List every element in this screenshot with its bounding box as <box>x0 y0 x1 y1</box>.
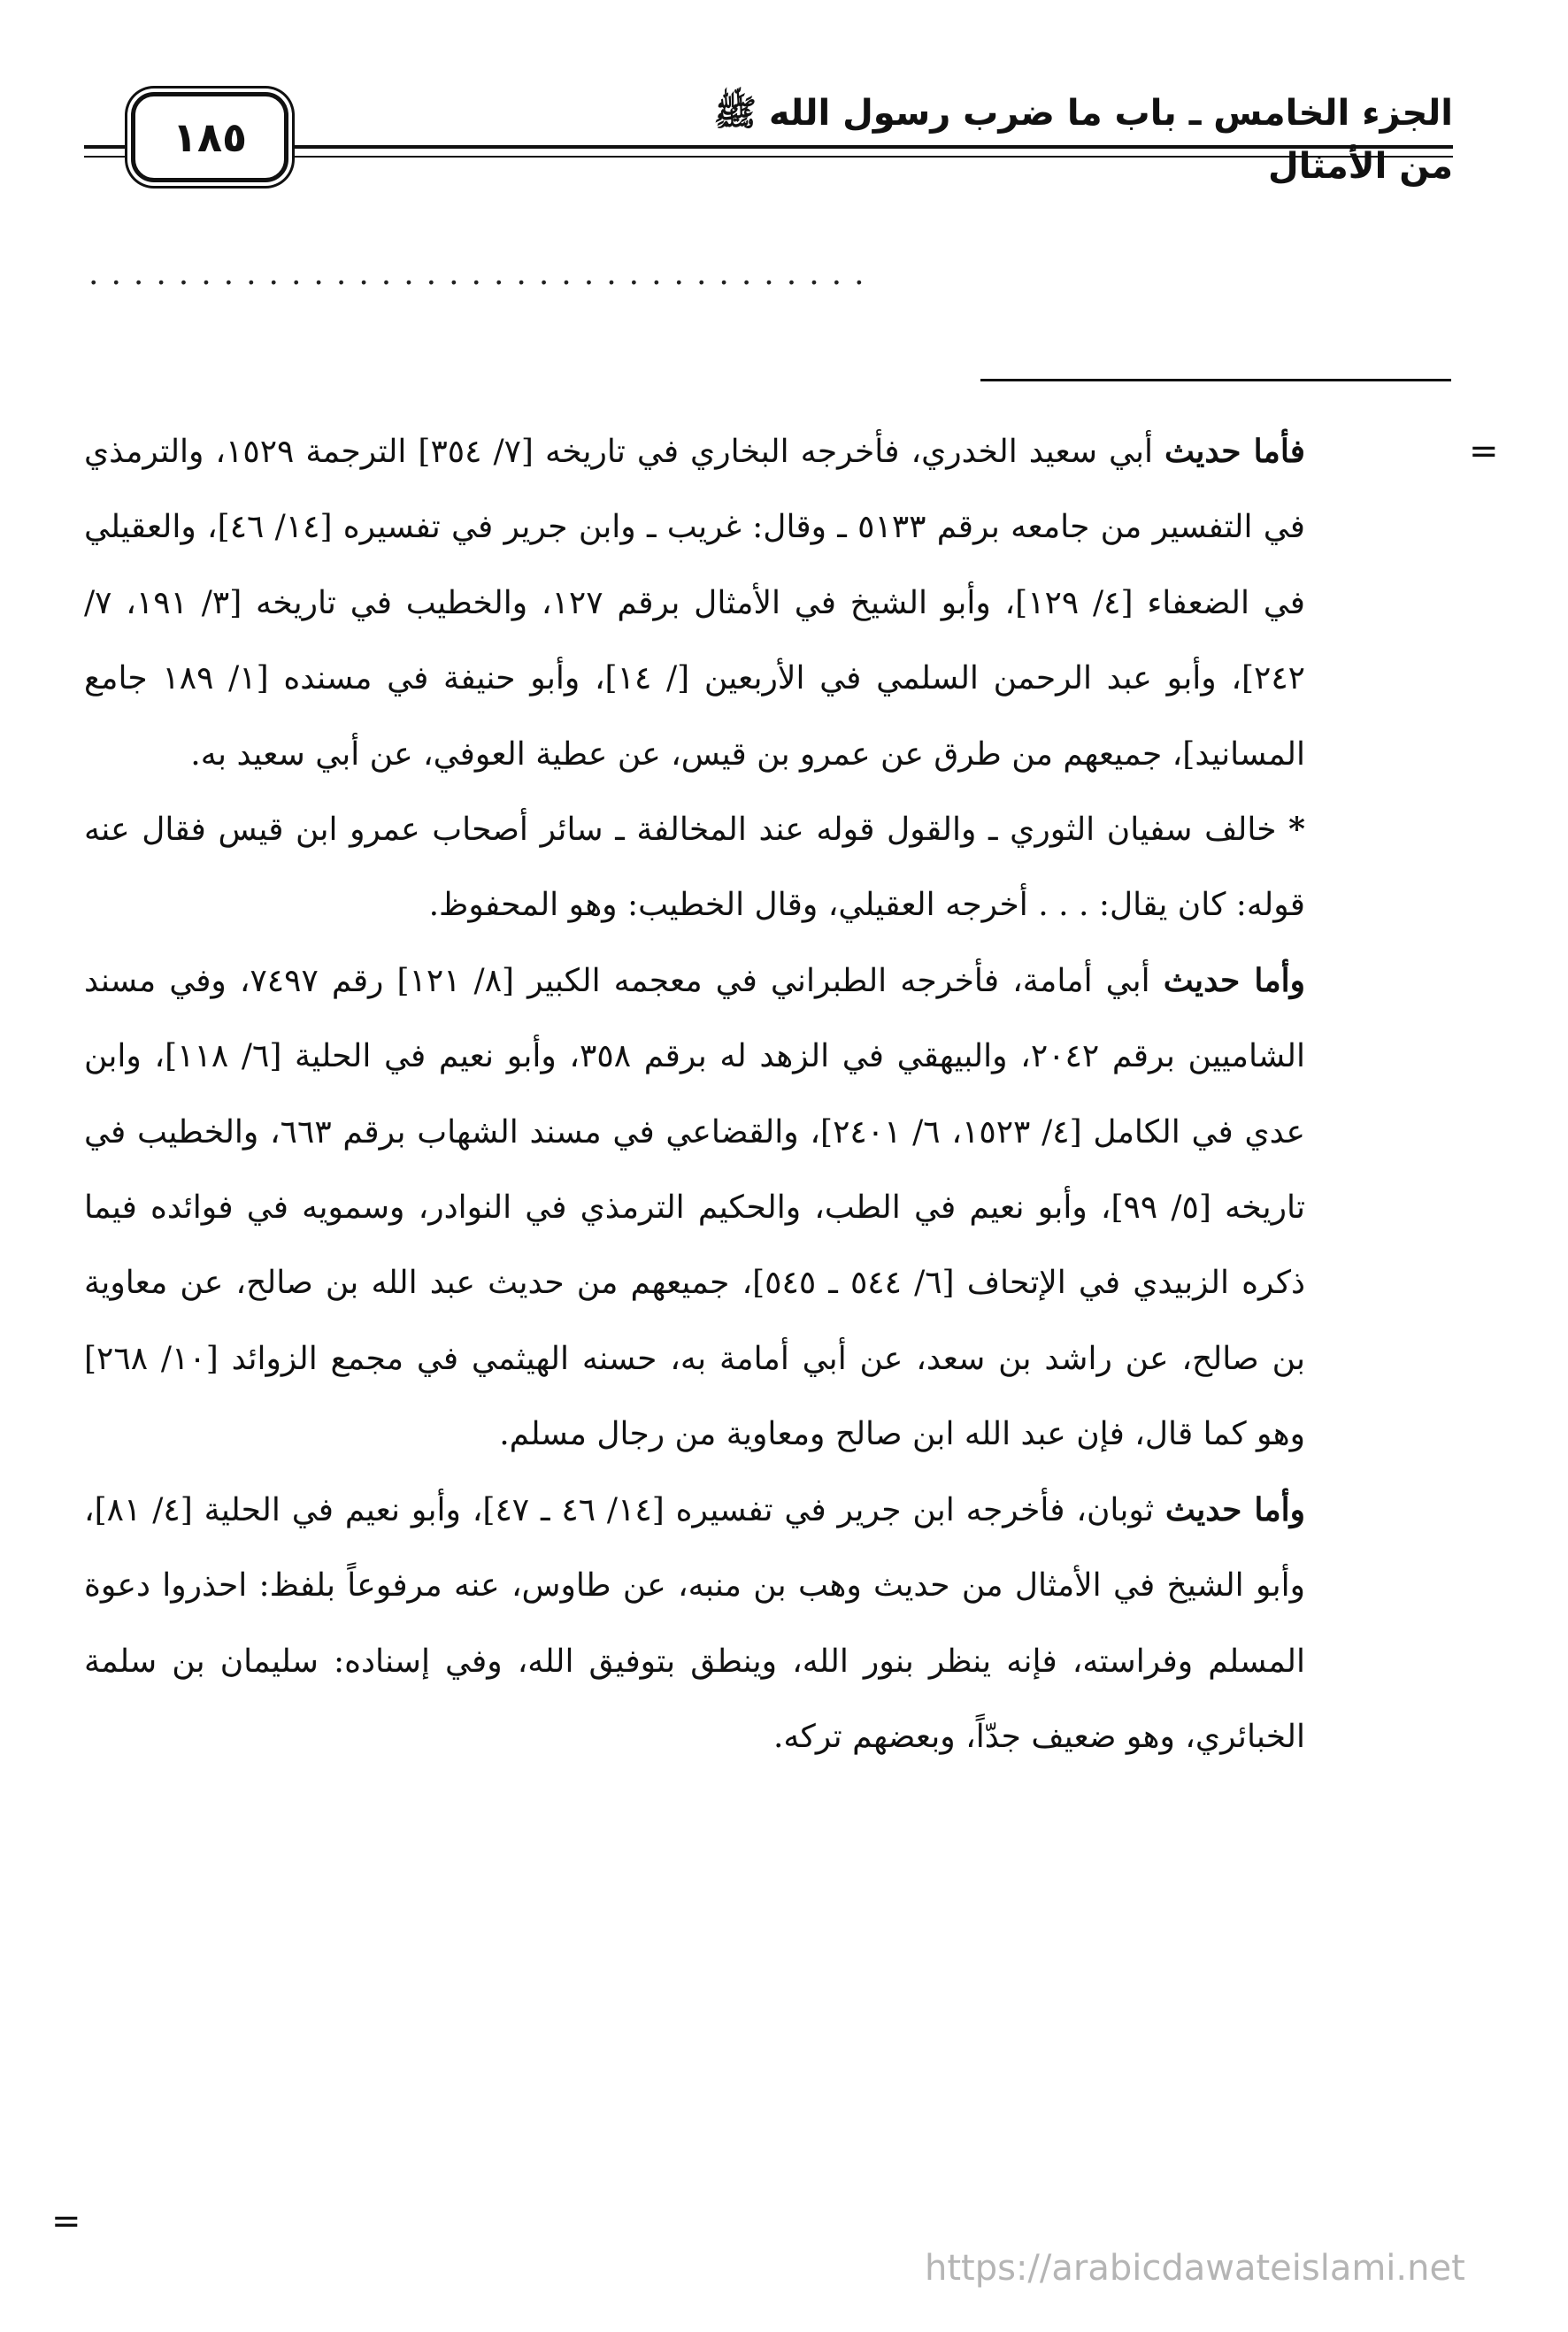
page-number-frame <box>131 92 288 182</box>
paragraph-abu-said <box>84 414 1305 792</box>
paragraph-thawban <box>84 1473 1305 1775</box>
paragraph-text: خالف سفيان الثوري ـ والقول قوله عند المخالفة ـ سائر أصحاب عمرو ابن قيس فقال عنه قوله: كان يقال: . . . أخرجه العقيلي، وقال الخطيب: وهو المحفوظ. <box>84 812 1305 924</box>
paragraph-text: أبي أمامة، فأخرجه الطبراني في معجمه الكبير [٨/ ١٢١] رقم ٧٤٩٧، وفي مسند الشاميين برقم ٢٠٤٢، والبيهقي في الزهد له برقم ٣٥٨، وأبو نعيم في الحلية [٦/ ١١٨]، وابن عدي في الكامل [٤/ ١٥٢٣، ٦/ ٢٤٠١]، والقضاعي في مسند الشهاب برقم ٦٦٣، والخطيب في تاريخه [٥/ ٩٩]، وأبو نعيم في الطب، والحكيم الترمذي في النوادر، وسمويه في فوائده فيما ذكره الزبيدي في الإتحاف [٦/ ٥٤٤ ـ ٥٤٥]، جميعهم من حديث عبد الله بن صالح، عن معاوية بن صالح، عن راشد بن سعد، عن أبي أمامة به، حسنه الهيثمي في مجمع الزوائد [١٠/ ٢٦٨] وهو كما قال، فإن عبد الله ابن صالح ومعاوية من رجال مسلم. <box>84 962 1306 1453</box>
footnote-body <box>84 414 1305 1774</box>
page-number: ١٨٥ <box>172 113 248 161</box>
continuation-mark-top: = <box>1469 431 1499 472</box>
paragraph-text: أبي سعيد الخدري، فأخرجه البخاري في تاريخه [٧/ ٣٥٤] الترجمة ١٥٢٩، والترمذي في التفسير من جامعه برقم ٥١٣٣ ـ وقال: غريب ـ وابن جرير في تفسيره [١٤/ ٤٦]، والعقيلي في الضعفاء [٤/ ١٢٩]، وأبو الشيخ في الأمثال برقم ١٢٧، والخطيب في تاريخه [٣/ ١٩١، ٧/ ٢٤٢]، وأبو عبد الرحمن السلمي في الأربعين [/ ١٤]، وأبو حنيفة في مسنده [١/ ١٨٩ جامع المسانيد]، جميعهم من طرق عن عمرو بن قيس، عن عطية العوفي، عن أبي سعيد به. <box>84 434 1306 773</box>
paragraph-lead: وأما حديث <box>1163 961 1305 999</box>
star-icon: * <box>1288 811 1305 849</box>
dotted-separator: ................................... <box>88 256 877 292</box>
continuation-mark-bottom: = <box>51 2201 81 2242</box>
paragraph-lead: فأما حديث <box>1164 433 1305 470</box>
paragraph-text: ثوبان، فأخرجه ابن جرير في تفسيره [١٤/ ٤٦ ـ ٤٧]، وأبو نعيم في الحلية [٤/ ٨١]، وأبو الشيخ في الأمثال من حديث وهب بن منبه، عن طاوس، عنه مرفوعاً بلفظ: احذروا دعوة المسلم وفراسته، فإنه ينظر بنور الله، وينطق بتوفيق الله، وفي إسناده: سليمان بن سلمة الخبائري، وهو ضعيف جدّاً، وبعضهم تركه. <box>84 1491 1305 1755</box>
running-title: الجزء الخامس ـ باب ما ضرب رسول الله ﷺ من الأمثال <box>713 93 1453 187</box>
header-rule-thin <box>84 156 1453 158</box>
header-rule-thick <box>84 145 1453 149</box>
paragraph-abu-umama <box>84 943 1305 1473</box>
footnote-rule <box>980 379 1451 381</box>
paragraph-lead: وأما حديث <box>1164 1490 1306 1528</box>
paragraph-thawri-note <box>84 792 1305 943</box>
watermark-url: https://arabicdawateislami.net <box>925 2248 1465 2289</box>
